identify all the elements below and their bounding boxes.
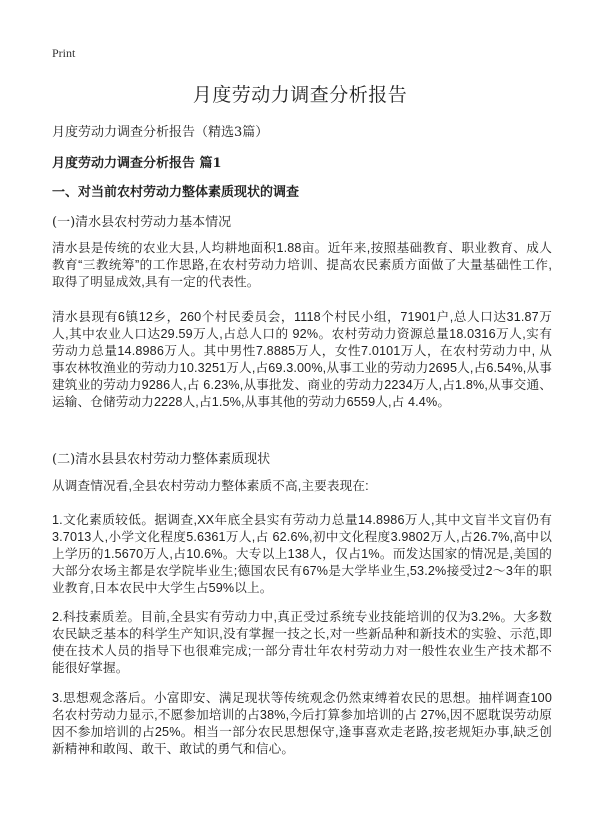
document-subtitle: 月度劳动力调查分析报告（精选3篇） [52, 125, 269, 140]
paragraph-mindset: 3.思想观念落后。小富即安、满足现状等传统观念仍然束缚着农民的思想。抽样调查100名农村劳动力显示,不愿参加培训的占38%,今后打算参加培训的占 27%,因不愿耽误劳动原因不参加培训的占25%。相当一部分农民思想保守,逢事喜欢走老路,按老规矩办事,缺乏创新精神和敢闯、敢干、敢试的勇气和信心。 [52, 691, 552, 756]
print-link[interactable]: Print [52, 46, 76, 60]
article-title: 月度劳动力调查分析报告 篇1 [52, 156, 222, 171]
subsection-heading-1: (一)清水县农村劳动力基本情况 [52, 215, 232, 230]
paragraph-survey-lead: 从调查情况看,全县农村劳动力整体素质不高,主要表现在: [52, 479, 369, 493]
section-heading: 一、对当前农村劳动力整体素质现状的调查 [52, 185, 300, 200]
paragraph-culture: 1.文化素质较低。据调查,XX年底全县实有劳动力总量14.8986万人,其中文盲半文盲仍有3.7013人,小学文化程度5.6361万人,占 62.6%,初中文化程度3.9802万人,占26.7%,高中以上学历的1.5670万人,占10.6%。大专以上138人，仅占1%。而发达国家的情况是,美国的大部分农场主都是农学院毕业生;德国农民有67%是大学毕业生,53.2%接受过2～3年的职业教育,日本农民中大学生占59%以上。 [52, 513, 552, 595]
paragraph-intro: 清水县是传统的农业大县,人均耕地面积1.88亩。近年来,按照基础教育、职业教育、成人教育“三教统筹”的工作思路,在农村劳动力培训、提高农民素质方面做了大量基础性工作,取得了明显成效,具有一定的代表性。 [52, 241, 552, 289]
paragraph-population: 清水县现有6镇12乡，260个村民委员会，1118个村民小组，71901户,总人口达31.87万人,其中农业人口达29.59万人,占总人口的 92%。农村劳动力资源总量18.0316万人,实有劳动力总量14.8986万人。其中男性7.8885万人，女性7.0101万人，在农村劳动力中, 从事农林牧渔业的劳动力10.3251万人,占69.3.00%,从事工业的劳动力2695人,占6.54%,从事建筑业的劳动力9286人,占 6.23%,从事批发、商业的劳动力2234万人,占1.8%,从事交通、运输、仓储劳动力2228人,占1.5%,从事其他的劳动力6559人,占 4.4%。 [52, 310, 552, 409]
paragraph-technology: 2.科技素质差。目前,全县实有劳动力中,真正受过系统专业技能培训的仅为3.2%。大多数农民缺乏基本的科学生产知识,没有掌握一技之长,对一些新品种和新技术的实验、示范,即使在技术人员的指导下也很难完成;一部分青壮年农村劳动力对一般性农业生产技术都不能很好掌握。 [52, 610, 552, 675]
document-title: 月度劳动力调查分析报告 [192, 84, 408, 106]
subsection-heading-2: (二)清水县县农村劳动力整体素质现状 [52, 452, 271, 467]
